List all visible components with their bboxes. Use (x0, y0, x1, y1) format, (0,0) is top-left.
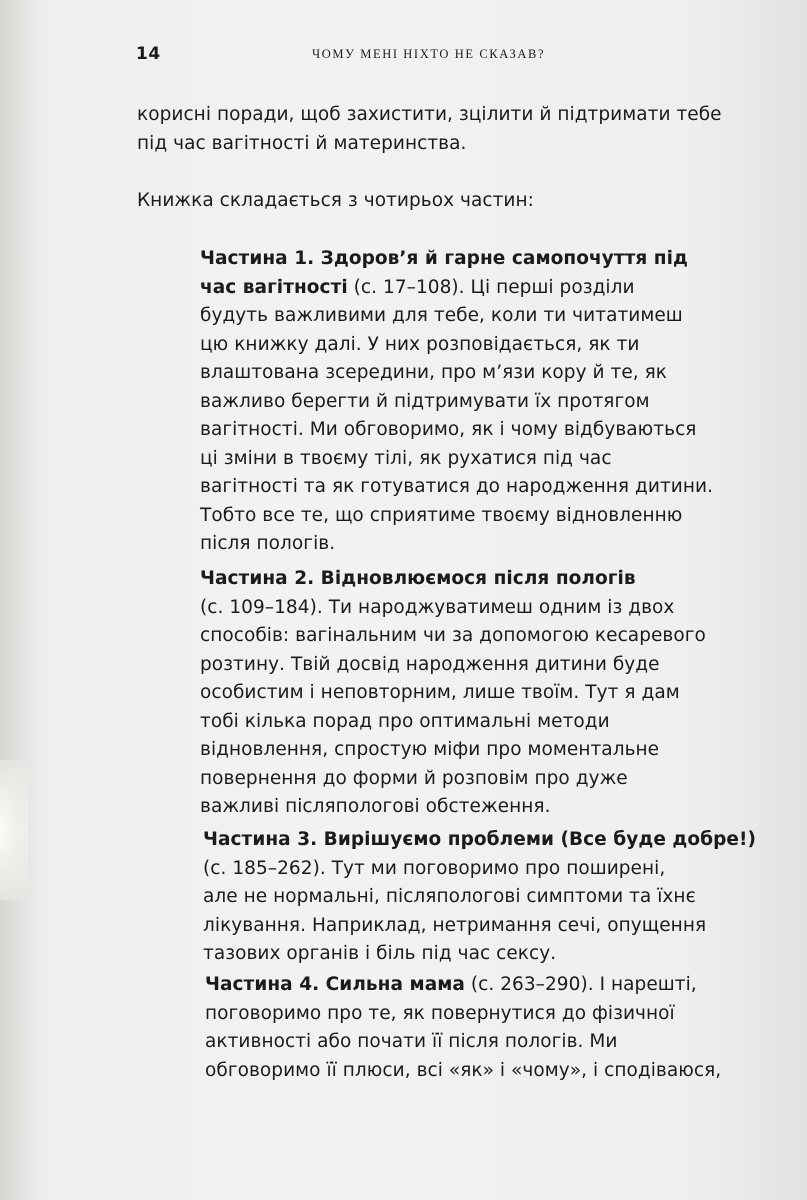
text-line: (с. 185–262). Тут ми поговоримо про поширені, (203, 857, 666, 879)
text-line: (с. 109–184). Ти народжуватимеш одним із двох (200, 596, 675, 618)
text-line: поговоримо про те, як повернутися до фізичної (205, 1002, 675, 1024)
part-title: Частина 2. Відновлюємося після пологів (200, 568, 636, 589)
text-line (203, 826, 756, 855)
text-line: тобі кілька порад про оптимальні методи (200, 710, 610, 732)
part-title: Частина 1. Здоров’я й гарне самопочуття під (200, 248, 689, 269)
intro-paragraph (137, 101, 722, 158)
page-range: (с. 263–290). І нарешті, (464, 974, 697, 995)
text-line: відновлення, спростую міфи про моментальне (200, 739, 660, 760)
text-line: але не нормальні, післяпологові симптоми та їхнє (203, 886, 696, 907)
text-line (200, 245, 713, 274)
text-line: тазових органів і біль під час сексу. (203, 943, 557, 964)
part-3-description (203, 826, 756, 969)
page-number: 14 (136, 44, 161, 64)
page-range: (с. 17–108). Ці перші розділи (347, 276, 635, 298)
text-line: лікування. Наприклад, нетримання сечі, опущення (203, 914, 707, 936)
text-line: вагітності. Ми обговоримо, як і чому відбуваються (200, 419, 697, 440)
text-line: корисні поради, щоб захистити, зцілити й підтримати тебе (137, 104, 722, 125)
text-line: важливо берегти й підтримувати їх протягом (200, 390, 650, 412)
text-line (205, 971, 721, 1000)
page-edge-light (0, 760, 28, 900)
text-line: Тобто все те, що сприятиме твоєму відновленню (200, 504, 683, 526)
text-line: активності або почати її після пологів. Ми (205, 1031, 618, 1052)
part-title: Частина 3. Вирішуємо проблеми (Все буде добре!) (203, 829, 757, 850)
text-line: способів: вагінальним чи за допомогою кесаревого (200, 625, 706, 646)
part-1-description (200, 245, 713, 559)
part-4-description (205, 971, 721, 1085)
lead-sentence: Книжка складається з чотирьох частин: (137, 190, 534, 211)
running-title: ЧОМУ МЕНІ НІХТО НЕ СКАЗАВ? (312, 47, 546, 61)
text-line (200, 565, 706, 594)
text-line: важливі післяпологові обстеження. (200, 796, 551, 817)
part-title: Частина 4. Сильна мама (205, 974, 465, 995)
text-line: розтину. Твій досвід народження дитини буде (200, 653, 660, 675)
text-line: влаштована зсередини, про м’язи кору й те, як (200, 362, 668, 383)
text-line: цю книжку далі. У них розповідається, як ти (200, 333, 640, 355)
page-edge-shadow (0, 0, 40, 1200)
text-line: після пологів. (200, 533, 336, 554)
text-line: будуть важливими для тебе, коли ти читатимеш (200, 305, 683, 326)
text-line: особистим і неповторним, лише твоїм. Тут я дам (200, 682, 680, 703)
page-header (136, 44, 736, 68)
text-line: повернення до форми й розповім про дуже (200, 767, 628, 789)
text-line: вагітності та як готуватися до народження дитини. (200, 476, 714, 497)
text-line: ці зміни в твоєму тілі, як рухатися під час (200, 447, 612, 469)
text-line: обговоримо її плюси, всі «як» і «чому», і сподіваюся, (205, 1059, 722, 1081)
part-2-description (200, 565, 706, 822)
text-line: під час вагітності й материнства. (137, 132, 467, 154)
text-line (200, 274, 713, 303)
part-title: час вагітності (200, 276, 348, 298)
